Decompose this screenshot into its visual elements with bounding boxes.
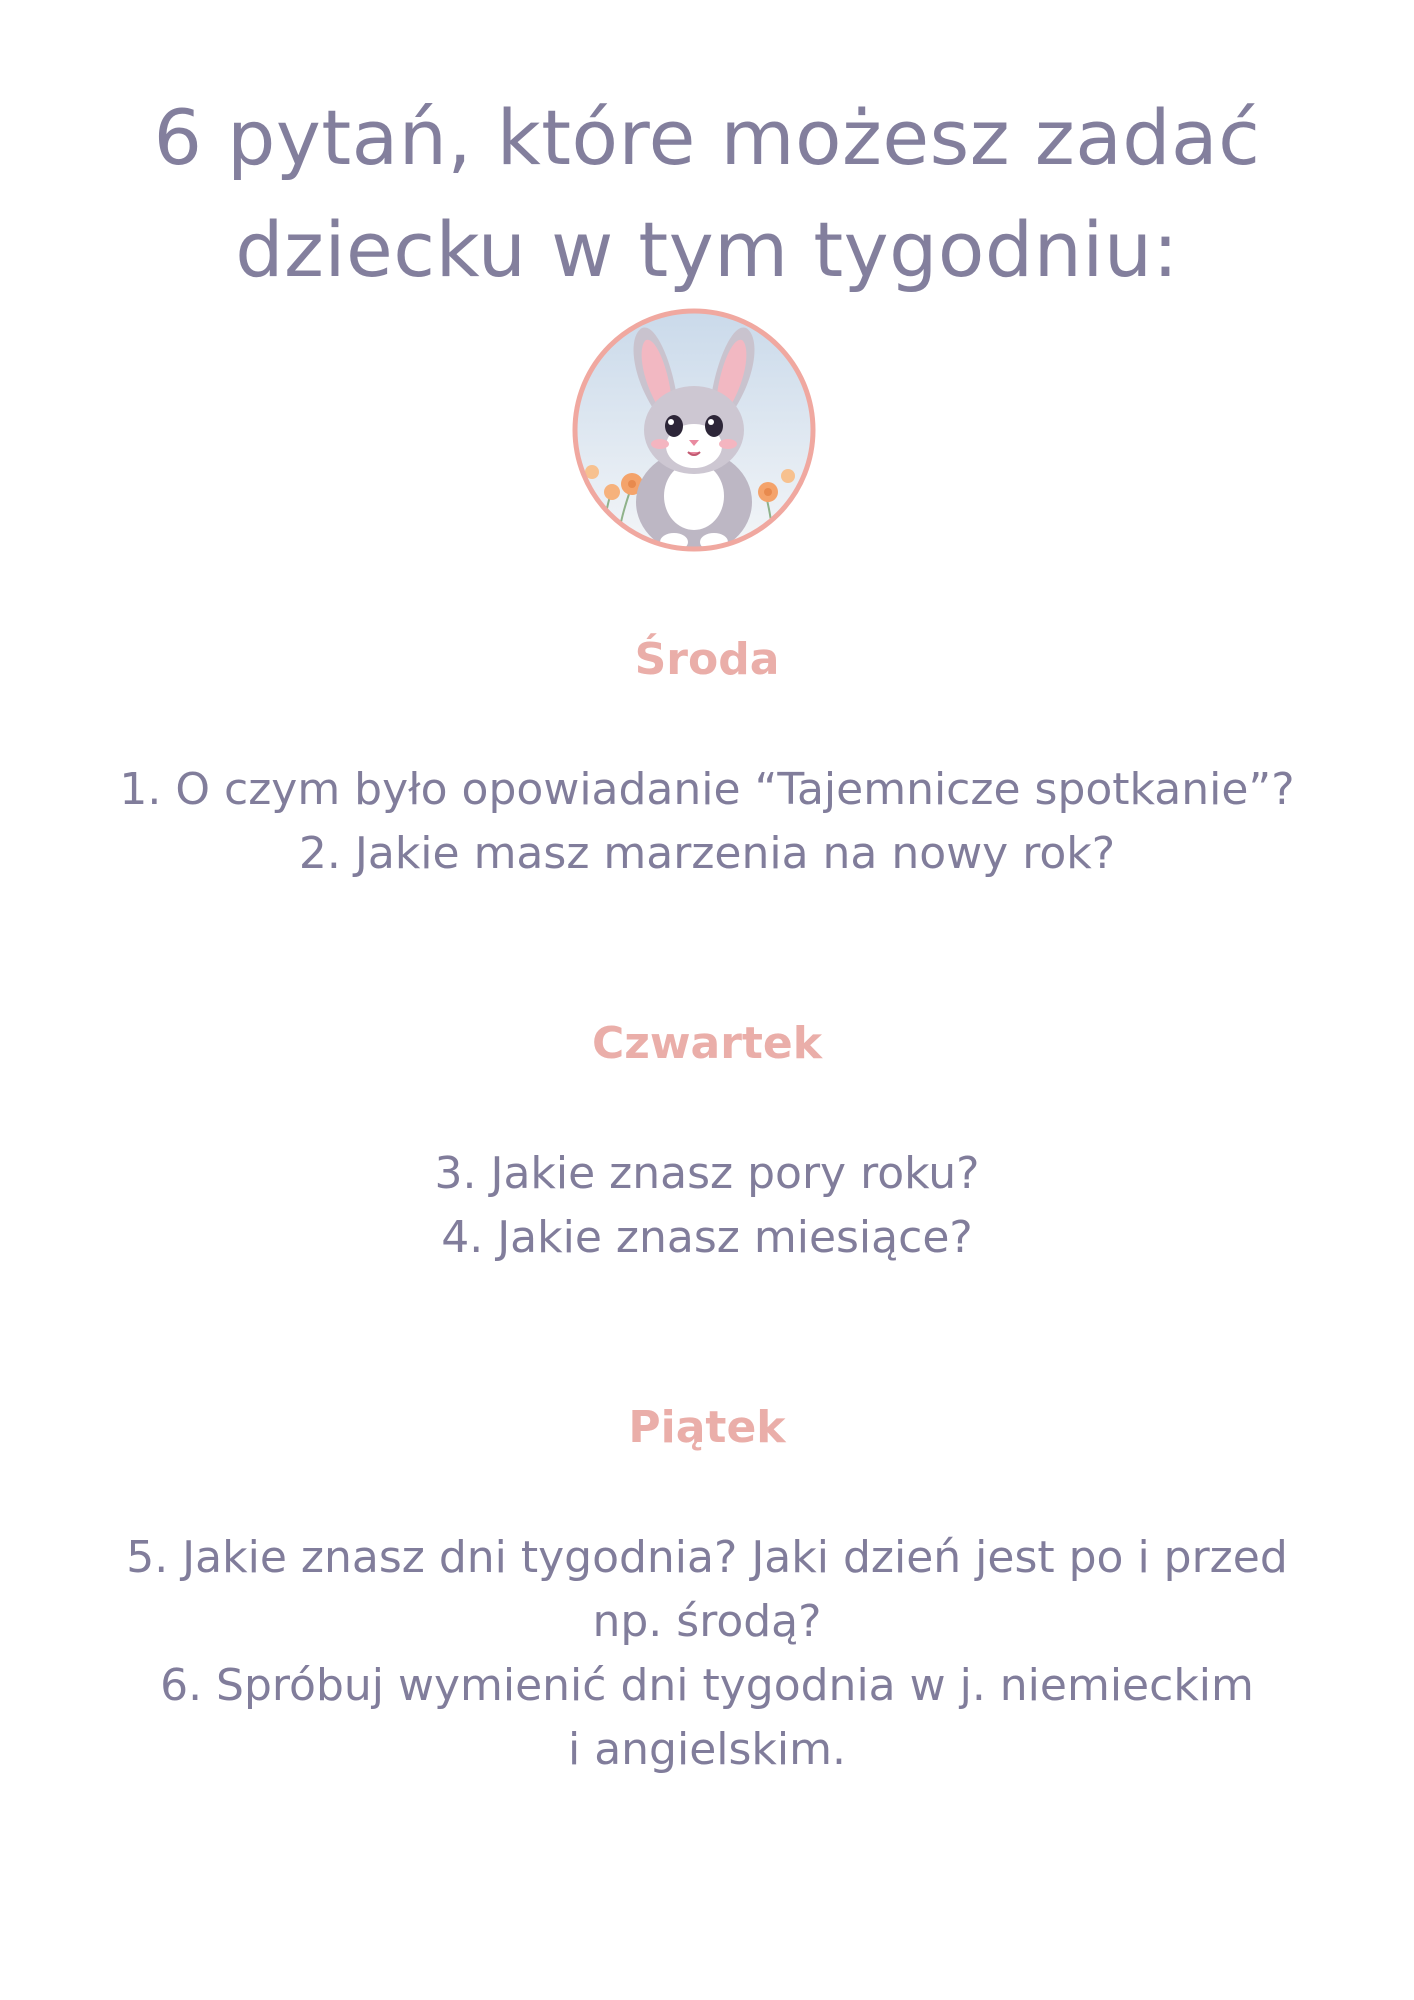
section-friday bbox=[60, 1400, 1354, 1782]
title-line-2: dziecku w tym tygodniu: bbox=[235, 205, 1179, 294]
page-title bbox=[60, 82, 1354, 306]
day-heading: Czwartek bbox=[591, 1018, 823, 1069]
question-list bbox=[60, 1526, 1354, 1782]
section-wednesday bbox=[60, 632, 1354, 886]
question-4: 4. Jakie znasz miesiące? bbox=[441, 1212, 973, 1263]
section-thursday bbox=[60, 1016, 1354, 1270]
bunny-illustration bbox=[570, 306, 818, 554]
question-list bbox=[60, 1142, 1354, 1270]
question-6-line-1: 6. Spróbuj wymienić dni tygodnia w j. niemieckim bbox=[160, 1660, 1254, 1711]
day-heading: Środa bbox=[634, 634, 780, 685]
question-list bbox=[60, 758, 1354, 886]
question-5-line-1: 5. Jakie znasz dni tygodnia? Jaki dzień jest po i przed bbox=[126, 1532, 1288, 1583]
question-5-line-2: np. środą? bbox=[592, 1596, 822, 1647]
question-6-line-2: i angielskim. bbox=[568, 1724, 846, 1775]
question-3: 3. Jakie znasz pory roku? bbox=[434, 1148, 980, 1199]
question-2: 2. Jakie masz marzenia na nowy rok? bbox=[298, 828, 1116, 879]
title-line-1: 6 pytań, które możesz zadać bbox=[153, 93, 1261, 182]
day-heading: Piątek bbox=[628, 1402, 786, 1453]
question-1: 1. O czym było opowiadanie “Tajemnicze spotkanie”? bbox=[119, 764, 1295, 815]
